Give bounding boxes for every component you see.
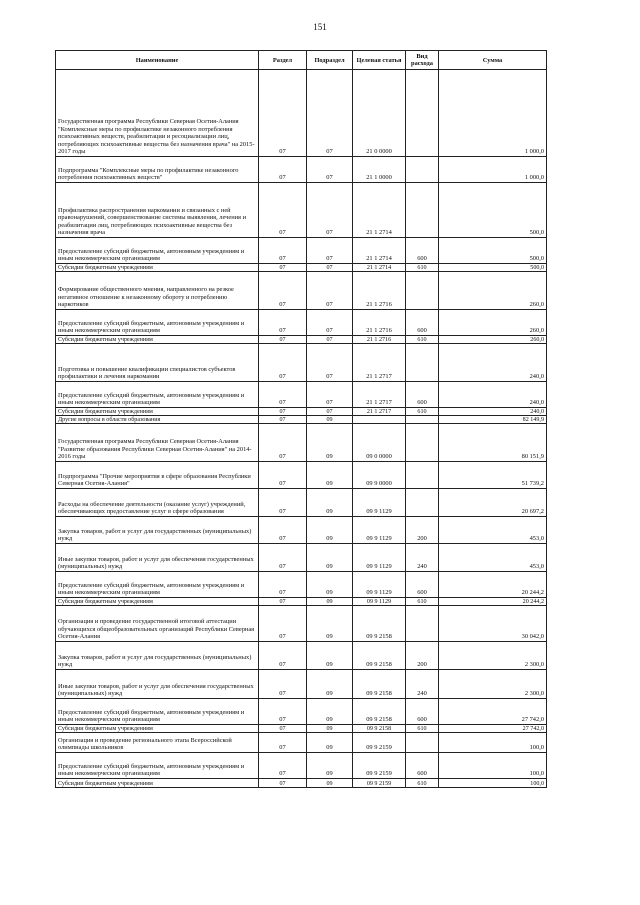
cell-expense: 600 — [406, 753, 439, 779]
cell-expense — [406, 416, 439, 424]
cell-section: 07 — [259, 462, 307, 489]
header-section: Раздел — [259, 51, 307, 70]
cell-target: 21 1 2716 — [353, 310, 406, 336]
cell-expense — [406, 424, 439, 462]
cell-name: Закупка товаров, работ и услуг для государственных (муниципальных) нужд — [56, 517, 259, 544]
cell-name: Государственная программа Республики Северная Осетия-Алания "Развитие образования Республики Северная Осетия-Алания" на 2014-2016 годы — [56, 424, 259, 462]
cell-expense: 240 — [406, 544, 439, 572]
cell-name: Предоставление субсидий бюджетным, автономным учреждениям и иным некоммерческим организациям — [56, 572, 259, 598]
cell-amount: 500,0 — [439, 264, 547, 272]
cell-expense: 610 — [406, 598, 439, 606]
cell-expense: 600 — [406, 310, 439, 336]
table-row — [56, 310, 547, 336]
cell-subsection: 07 — [307, 408, 353, 416]
cell-subsection: 09 — [307, 725, 353, 733]
cell-expense: 600 — [406, 699, 439, 725]
cell-subsection: 07 — [307, 272, 353, 310]
cell-section: 07 — [259, 642, 307, 670]
cell-subsection: 09 — [307, 544, 353, 572]
cell-subsection: 09 — [307, 642, 353, 670]
cell-subsection: 09 — [307, 572, 353, 598]
cell-expense: 610 — [406, 264, 439, 272]
cell-section: 07 — [259, 310, 307, 336]
table-row — [56, 517, 547, 544]
cell-expense — [406, 344, 439, 382]
cell-expense — [406, 462, 439, 489]
cell-target: 09 9 2159 — [353, 733, 406, 753]
cell-expense — [406, 70, 439, 157]
table-row — [56, 272, 547, 310]
cell-expense: 200 — [406, 517, 439, 544]
cell-amount: 27 742,0 — [439, 725, 547, 733]
table-row — [56, 572, 547, 598]
cell-target: 09 9 2158 — [353, 606, 406, 642]
cell-amount: 260,0 — [439, 272, 547, 310]
cell-subsection: 07 — [307, 264, 353, 272]
cell-section: 07 — [259, 264, 307, 272]
cell-target: 21 1 2716 — [353, 272, 406, 310]
cell-amount: 51 739,2 — [439, 462, 547, 489]
cell-amount: 27 742,0 — [439, 699, 547, 725]
table-row — [56, 733, 547, 753]
cell-target: 09 9 2159 — [353, 779, 406, 788]
cell-section: 07 — [259, 517, 307, 544]
cell-section: 07 — [259, 733, 307, 753]
cell-subsection: 09 — [307, 489, 353, 517]
budget-table — [55, 50, 547, 788]
cell-name: Предоставление субсидий бюджетным, автономным учреждениям и иным некоммерческим организациям — [56, 382, 259, 408]
cell-expense: 610 — [406, 779, 439, 788]
cell-name: Организация и проведение государственной итоговой аттестации обучающихся общеобразовательных организаций Республики Северная Осетия-Алания — [56, 606, 259, 642]
cell-subsection: 07 — [307, 310, 353, 336]
cell-subsection: 07 — [307, 238, 353, 264]
cell-amount: 80 151,9 — [439, 424, 547, 462]
cell-expense: 200 — [406, 642, 439, 670]
cell-subsection: 09 — [307, 699, 353, 725]
header-target: Целевая статья — [353, 51, 406, 70]
cell-name: Субсидии бюджетным учреждениям — [56, 336, 259, 344]
table-row — [56, 670, 547, 699]
cell-name: Предоставление субсидий бюджетным, автономным учреждениям и иным некоммерческим организациям — [56, 699, 259, 725]
cell-amount: 20 244,2 — [439, 598, 547, 606]
cell-expense: 610 — [406, 336, 439, 344]
cell-name: Организация и проведение регионального этапа Всероссийской олимпиады школьников — [56, 733, 259, 753]
cell-target: 09 9 2158 — [353, 642, 406, 670]
cell-subsection: 09 — [307, 424, 353, 462]
cell-section: 07 — [259, 70, 307, 157]
cell-amount: 1 000,0 — [439, 70, 547, 157]
cell-expense: 610 — [406, 408, 439, 416]
cell-subsection: 07 — [307, 336, 353, 344]
cell-name: Подпрограмма "Комплексные меры по профилактике незаконного потребления психоактивных веществ" — [56, 157, 259, 183]
table-row — [56, 336, 547, 344]
cell-subsection: 09 — [307, 462, 353, 489]
table-row — [56, 408, 547, 416]
cell-amount: 1 000,0 — [439, 157, 547, 183]
cell-amount: 240,0 — [439, 382, 547, 408]
cell-target: 09 0 0000 — [353, 424, 406, 462]
cell-section: 07 — [259, 598, 307, 606]
cell-name: Закупка товаров, работ и услуг для государственных (муниципальных) нужд — [56, 642, 259, 670]
cell-name: Предоставление субсидий бюджетным, автономным учреждениям и иным некоммерческим организациям — [56, 753, 259, 779]
cell-subsection: 07 — [307, 344, 353, 382]
table-row — [56, 416, 547, 424]
cell-amount: 82 149,9 — [439, 416, 547, 424]
cell-target: 09 9 2159 — [353, 753, 406, 779]
cell-name: Иные закупки товаров, работ и услуг для обеспечения государственных (муниципальных) нужд — [56, 670, 259, 699]
table-row — [56, 544, 547, 572]
header-expense: Вид расхода — [406, 51, 439, 70]
cell-section: 07 — [259, 424, 307, 462]
cell-section: 07 — [259, 416, 307, 424]
cell-expense — [406, 183, 439, 238]
cell-expense — [406, 272, 439, 310]
cell-expense — [406, 606, 439, 642]
cell-subsection: 07 — [307, 183, 353, 238]
cell-amount: 500,0 — [439, 183, 547, 238]
cell-target: 21 1 2717 — [353, 344, 406, 382]
cell-target: 09 9 2158 — [353, 699, 406, 725]
cell-subsection: 09 — [307, 733, 353, 753]
cell-amount: 20 244,2 — [439, 572, 547, 598]
cell-name: Субсидии бюджетным учреждениям — [56, 408, 259, 416]
cell-subsection: 09 — [307, 416, 353, 424]
cell-name: Предоставление субсидий бюджетным, автономным учреждениям и иным некоммерческим организациям — [56, 238, 259, 264]
table-row — [56, 238, 547, 264]
table-row — [56, 753, 547, 779]
cell-target: 09 9 1129 — [353, 572, 406, 598]
cell-section: 07 — [259, 725, 307, 733]
cell-section: 07 — [259, 699, 307, 725]
cell-target: 09 9 2158 — [353, 725, 406, 733]
table-header-row — [56, 51, 547, 70]
cell-name: Субсидии бюджетным учреждениям — [56, 725, 259, 733]
table-row — [56, 598, 547, 606]
cell-name: Субсидии бюджетным учреждениям — [56, 598, 259, 606]
cell-expense — [406, 489, 439, 517]
cell-target — [353, 416, 406, 424]
cell-section: 07 — [259, 238, 307, 264]
table-row — [56, 725, 547, 733]
table-row — [56, 157, 547, 183]
cell-target: 21 1 2714 — [353, 183, 406, 238]
cell-amount: 100,0 — [439, 733, 547, 753]
header-subsection: Подраздел — [307, 51, 353, 70]
cell-name: Иные закупки товаров, работ и услуг для обеспечения государственных (муниципальных) нужд — [56, 544, 259, 572]
cell-name: Субсидии бюджетным учреждениям — [56, 264, 259, 272]
cell-section: 07 — [259, 272, 307, 310]
cell-target: 21 1 2717 — [353, 382, 406, 408]
cell-expense: 600 — [406, 382, 439, 408]
cell-name: Подпрограмма "Прочие мероприятия в сфере образования Республики Северная Осетия-Алания" — [56, 462, 259, 489]
cell-name: Подготовка и повышение квалификации специалистов субъектов профилактики и лечения наркомании — [56, 344, 259, 382]
cell-subsection: 07 — [307, 157, 353, 183]
table-row — [56, 642, 547, 670]
cell-section: 07 — [259, 670, 307, 699]
table-row — [56, 382, 547, 408]
cell-target: 09 9 0000 — [353, 462, 406, 489]
cell-amount: 240,0 — [439, 344, 547, 382]
cell-section: 07 — [259, 336, 307, 344]
cell-expense: 600 — [406, 238, 439, 264]
cell-target: 21 0 0000 — [353, 70, 406, 157]
page-number: 151 — [313, 22, 327, 32]
cell-section: 07 — [259, 382, 307, 408]
cell-name: Государственная программа Республики Северная Осетия-Алания "Комплексные меры по профилактике незаконного потребления психоактивных веществ, реабилитации и ресоциализации лиц, потребляющих психоактивные вещества без назначения врача" на 2015-2017 годы — [56, 70, 259, 157]
cell-amount: 260,0 — [439, 336, 547, 344]
cell-expense — [406, 157, 439, 183]
table-row — [56, 489, 547, 517]
cell-subsection: 07 — [307, 382, 353, 408]
table-row — [56, 344, 547, 382]
cell-expense — [406, 733, 439, 753]
table-row — [56, 699, 547, 725]
table-row — [56, 779, 547, 788]
header-name: Наименование — [56, 51, 259, 70]
cell-section: 07 — [259, 157, 307, 183]
table-row — [56, 70, 547, 157]
cell-name: Другие вопросы в области образования — [56, 416, 259, 424]
header-amount: Сумма — [439, 51, 547, 70]
cell-amount: 30 042,0 — [439, 606, 547, 642]
cell-name: Формирование общественного мнения, направленного на резкое негативное отношение к незаконному обороту и потреблению наркотиков — [56, 272, 259, 310]
cell-amount: 240,0 — [439, 408, 547, 416]
cell-amount: 2 300,0 — [439, 670, 547, 699]
cell-subsection: 09 — [307, 606, 353, 642]
cell-target: 09 9 2158 — [353, 670, 406, 699]
table-row — [56, 462, 547, 489]
cell-expense: 610 — [406, 725, 439, 733]
cell-target: 09 9 1129 — [353, 598, 406, 606]
cell-section: 07 — [259, 489, 307, 517]
cell-subsection: 09 — [307, 670, 353, 699]
cell-name: Субсидии бюджетным учреждениям — [56, 779, 259, 788]
cell-amount: 260,0 — [439, 310, 547, 336]
cell-target: 09 9 1129 — [353, 489, 406, 517]
cell-target: 21 1 2717 — [353, 408, 406, 416]
cell-section: 07 — [259, 408, 307, 416]
cell-subsection: 09 — [307, 753, 353, 779]
cell-target: 21 1 2714 — [353, 238, 406, 264]
cell-target: 21 1 2716 — [353, 336, 406, 344]
table-row — [56, 424, 547, 462]
cell-amount: 100,0 — [439, 753, 547, 779]
cell-subsection: 09 — [307, 517, 353, 544]
cell-section: 07 — [259, 606, 307, 642]
cell-section: 07 — [259, 753, 307, 779]
cell-section: 07 — [259, 544, 307, 572]
cell-section: 07 — [259, 572, 307, 598]
cell-target: 21 1 0000 — [353, 157, 406, 183]
cell-amount: 100,0 — [439, 779, 547, 788]
cell-subsection: 07 — [307, 70, 353, 157]
cell-section: 07 — [259, 779, 307, 788]
cell-expense: 600 — [406, 572, 439, 598]
cell-amount: 2 300,0 — [439, 642, 547, 670]
cell-subsection: 09 — [307, 598, 353, 606]
cell-section: 07 — [259, 183, 307, 238]
table-row — [56, 183, 547, 238]
cell-target: 09 9 1129 — [353, 517, 406, 544]
cell-expense: 240 — [406, 670, 439, 699]
cell-name: Предоставление субсидий бюджетным, автономным учреждениям и иным некоммерческим организациям — [56, 310, 259, 336]
cell-name: Профилактика распространения наркомании и связанных с ней правонарушений, совершенствование системы выявления, лечения и реабилитации лиц, потребляющих психоактивные вещества без назначения врача — [56, 183, 259, 238]
cell-amount: 20 697,2 — [439, 489, 547, 517]
cell-name: Расходы на обеспечение деятельности (оказание услуг) учреждений, обеспечивающих предоставление услуг в сфере образования — [56, 489, 259, 517]
table-row — [56, 264, 547, 272]
cell-target: 21 1 2714 — [353, 264, 406, 272]
cell-amount: 453,0 — [439, 544, 547, 572]
cell-amount: 453,0 — [439, 517, 547, 544]
cell-amount: 500,0 — [439, 238, 547, 264]
cell-subsection: 09 — [307, 779, 353, 788]
cell-target: 09 9 1129 — [353, 544, 406, 572]
cell-section: 07 — [259, 344, 307, 382]
table-row — [56, 606, 547, 642]
